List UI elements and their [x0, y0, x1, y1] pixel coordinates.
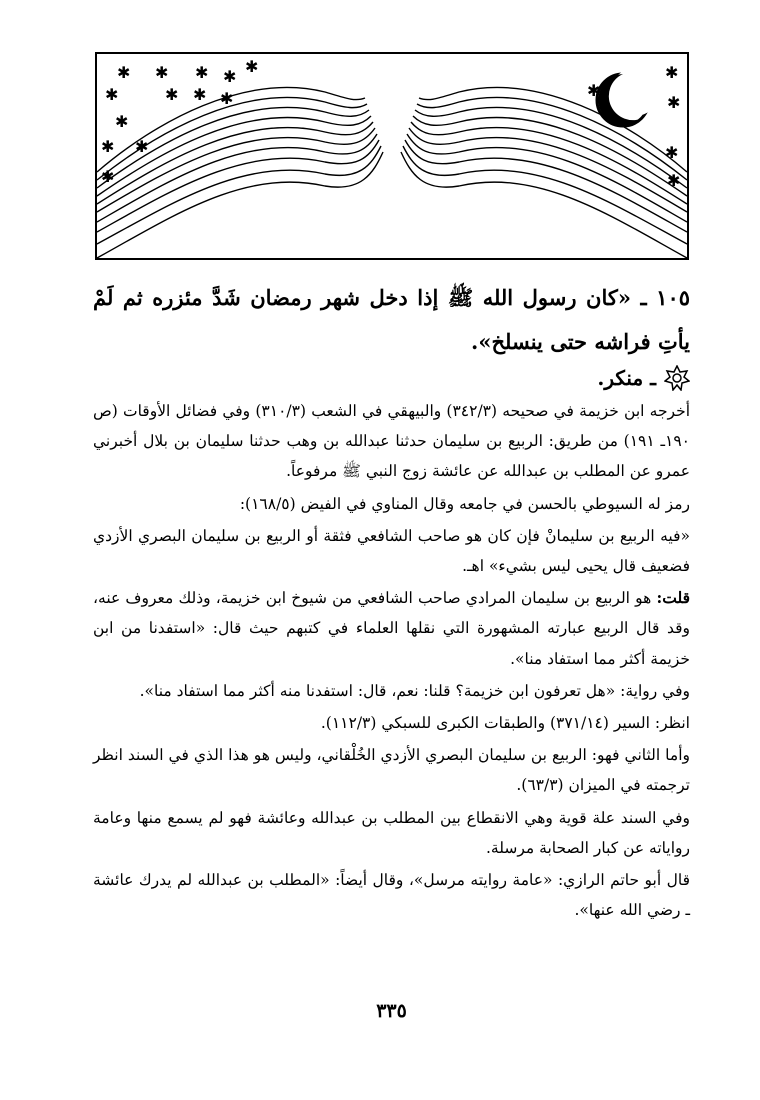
paragraph: قال أبو حاتم الرازي: «عامة روايته مرسل»، وقال أيضاً: «المطلب بن عبدالله لم يدرك عائشة ـ رضي الله عنها». — [93, 871, 690, 920]
paragraph: رمز له السيوطي بالحسن في جامعه وقال المناوي في الفيض (١٦٨/٥): — [239, 494, 690, 513]
star-icon: ✱ — [117, 63, 131, 82]
verdict — [93, 362, 690, 394]
paragraph: «فيه الربيع بن سليمانْ فإن كان هو صاحب الشافعي فثقة أو الربيع بن سليمان البصري الأزدي فضعيف قال يحيى ليس بشيء» اهـ. — [93, 526, 690, 576]
commentary — [93, 396, 690, 927]
star-icon: ✱ — [135, 137, 149, 156]
verdict-label: ـ منكر. — [597, 366, 656, 390]
paragraph: وفي رواية: «هل تعرفون ابن خزيمة؟ قلنا: نعم، قال: استفدنا منه أكثر مما استفاد منا». — [139, 681, 690, 700]
paragraph: وأما الثاني فهو: الربيع بن سليمان البصري الأزدي الخُلْقاني، وليس هو هذا الذي في السند انظر ترجمته في الميزان (٦٣/٣). — [93, 746, 690, 795]
qultu-label: قلت: — [656, 588, 690, 608]
star-icon: ✱ — [105, 85, 119, 104]
paragraph: انظر: السير (٣٧١/١٤) والطبقات الكبرى للسبكي (١١٢/٣). — [320, 714, 690, 733]
hadith-number: ١٠٥ — [656, 285, 691, 310]
star-icon: ✱ — [155, 63, 169, 82]
star-icon: ✱ — [193, 85, 207, 104]
star-icon: ✱ — [223, 67, 237, 86]
star-icon: ✱ — [245, 57, 259, 76]
star-icon: ✱ — [665, 143, 679, 162]
ornament-star-icon — [664, 365, 690, 391]
star-icon: ✱ — [101, 167, 115, 186]
paragraph: أخرجه ابن خزيمة في صحيحه (٣٤٢/٣) والبيهقي في الشعب (٣١٠/٣) وفي فضائل الأوقات (ص ١٩٠ـ ١٩١) من طريق: الربيع بن سليمان حدثنا عبدالله بن وهب حدثنا سليمان بن بلال أخبرني عمرو عن المطلب بن عبدالله عن عائشة زوج النبي ﷺ مرفوعاً. — [93, 402, 690, 481]
header-ornament — [95, 52, 689, 260]
star-icon: ✱ — [667, 171, 681, 190]
paragraph: قلت: هو الربيع بن سليمان المرادي صاحب الشافعي من شيوخ ابن خزيمة، وذلك معروف عنه، وقد قال الربيع عبارته المشهورة التي نقلها العلماء في كتبهم حيث قال: «استفدنا من ابن خزيمة أكثر مما استفاد منا». — [93, 588, 690, 668]
paragraph: وفي السند علة قوية وهي الانقطاع بين المطلب بن عبدالله وعائشة فهو لم يسمع منها وعامة رواياته عن كبار الصحابة مرسلة. — [93, 808, 690, 857]
page-number: ٣٣٥ — [376, 1000, 407, 1022]
hadith-text: ـ «كان رسول الله ﷺ إذا دخل شهر رمضان شَدَّ مئزره ثم لَمْ يأتِ فراشه حتى ينسلخ». — [93, 285, 690, 354]
star-icon: ✱ — [165, 85, 179, 104]
star-icon: ✱ — [195, 63, 209, 82]
hadith-title — [93, 276, 690, 364]
star-icon: ✱ — [220, 89, 234, 108]
star-icon: ✱ — [115, 112, 129, 131]
star-icon: ✱ — [665, 63, 679, 82]
star-icon: ✱ — [587, 81, 601, 100]
star-icon: ✱ — [667, 93, 681, 112]
star-icon: ✱ — [101, 137, 115, 156]
